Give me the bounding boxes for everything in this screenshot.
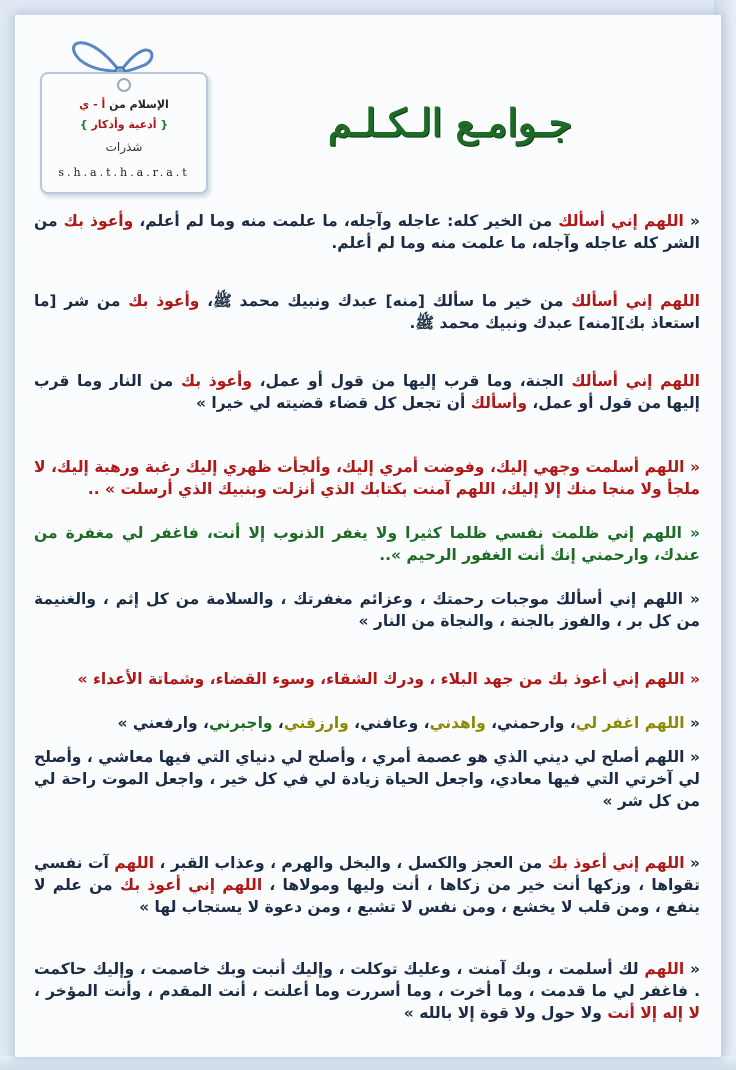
dua-paragraph-8: « اللهم اغفر لي، وارحمني، واهدني، وعافني، وارزقني، واجبرني، وارفعني » — [117, 714, 700, 732]
tag-arabic-name: شذرات — [105, 140, 143, 154]
dua-paragraph-9: « اللهم أصلح لي ديني الذي هو عصمة أمري ، وأصلح لي دنياي التي فيها معاشي ، وأصلح لي آخرتي التي فيها معادي، واجعل الحياة زيادة لي في كل خير ، واجعل الموت راحة لي من كل شر » — [34, 748, 700, 810]
dua-paragraph-5: « اللهم إني ظلمت نفسي ظلما كثيرا ولا يغفر الذنوب إلا أنت، فاغفر لي مغفرة من عندك، وارحمني إنك أنت الغفور الرحيم ».. — [34, 524, 700, 564]
dua-paragraph-10: « اللهم إني أعوذ بك من العجز والكسل ، والبخل والهرم ، وعذاب القبر ، اللهم آت نفسي تقواها ، وزكها أنت خير من زكاها ، أنت وليها ومولاها ، اللهم إني أعوذ بك من علم لا ينفع ، ومن قلب لا يخشع ، ومن نفس لا تشبع ، ومن دعوة لا يستجاب لها » — [34, 854, 700, 916]
dua-paragraph-1: « اللهم إني أسألك من الخير كله: عاجله وآجله، ما علمت منه وما لم أعلم، وأعوذ بك من الشر كله عاجله وآجله، ما علمت منه وما لم أعلم. — [34, 212, 700, 252]
tag-subtitle: { أدعية وأذكار } — [79, 118, 169, 131]
dua-paragraph-4: « اللهم أسلمت وجهي إليك، وفوضت أمري إليك، وألجأت ظهري إليك رغبة ورهبة إليك، لا ملجأ ولا منجا منك إلا إليك، اللهم آمنت بكتابك الذي أنزلت وبنبيك الذي أرسلت » .. — [34, 458, 700, 498]
tag-hole — [117, 78, 131, 92]
dua-paragraph-3: اللهم إني أسألك الجنة، وما قرب إليها من قول أو عمل، وأعوذ بك من النار وما قرب إليها من قول أو عمل، وأسألك أن تجعل كل قضاء قضيته لي خيرا » — [34, 372, 700, 412]
tag-latin-name: s.h.a.t.h.a.r.a.t — [58, 166, 190, 179]
dua-paragraph-2: اللهم إني أسألك من خير ما سألك [منه] عبدك ونبيك محمد ﷺ، وأعوذ بك من شر [ما استعاذ بك][منه] عبدك ونبيك محمد ﷺ. — [34, 292, 700, 332]
bottom-edge-decoration — [0, 1056, 736, 1070]
dua-paragraph-6: « اللهم إني أسألك موجبات رحمتك ، وعزائم مغفرتك ، والسلامة من كل إثم ، والغنيمة من كل بر ، والفوز بالجنة ، والنجاة من النار » — [34, 590, 700, 630]
dua-paragraph-11: « اللهم لك أسلمت ، وبك آمنت ، وعليك توكلت ، وإليك أنبت وبك خاصمت ، وإليك حاكمت . فاغفر لي ما قدمت ، وما أخرت ، وما أسررت وما أعلنت ، أنت المقدم ، وأنت المؤخر ، لا إله إلا أنت ولا حول ولا قوة إلا بالله » — [34, 960, 700, 1022]
dua-paragraph-7: « اللهم إني أعوذ بك من جهد البلاء ، ودرك الشقاء، وسوء القضاء، وشماتة الأعداء » — [77, 670, 700, 688]
tag-brand-line: الإسلام من أ - ي — [79, 98, 169, 111]
page-title: جـوامـع الـكـلـم — [327, 100, 573, 145]
brand-tag-card — [40, 72, 208, 194]
